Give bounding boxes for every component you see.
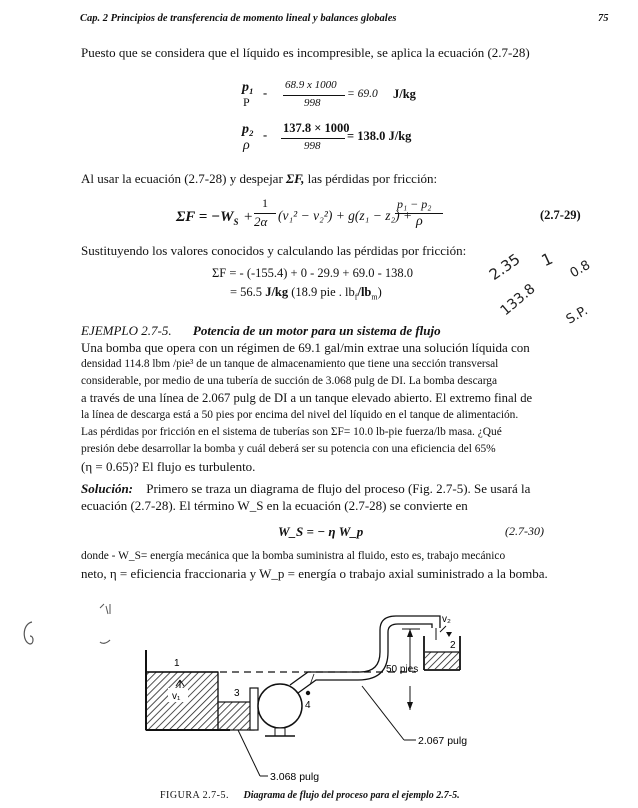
label-point-2: 2 bbox=[450, 640, 456, 651]
eq1-unit: J/kg bbox=[393, 87, 416, 101]
label-height: 50 pies bbox=[386, 664, 419, 675]
discharge-pipe bbox=[290, 616, 440, 695]
example-line-2: densidad 114.8 lbm /pie³ de un tanque de almacenamiento que tiene una sección transversal bbox=[81, 358, 499, 370]
eq3-lhs: $\Sigma F = -W_S$ bbox=[176, 209, 239, 227]
handwritten-note-4: 133.8 bbox=[497, 280, 539, 320]
eq1-den: 998 bbox=[304, 97, 321, 109]
equation-2-7-30: W_S = − η W_p bbox=[278, 524, 364, 539]
eq4-line2: = 56.5 J/kg (18.9 pie . $lb_f/lb_m$) bbox=[230, 285, 382, 302]
label-point-3: 3 bbox=[234, 688, 240, 699]
eq2-result: = 138.0 J/kg bbox=[347, 129, 412, 143]
page-number: 75 bbox=[598, 13, 609, 24]
eq2-den: 998 bbox=[304, 140, 321, 152]
pump bbox=[250, 684, 302, 736]
solution-line-1: Solución: Primero se traza un diagrama de flujo del proceso (Fig. 2.7-5). Se usará la bbox=[81, 481, 531, 496]
figure-caption: FIGURA 2.7-5. Diagrama de flujo del proceso para el ejemplo 2.7-5. bbox=[160, 790, 460, 801]
label-v1: v₁ bbox=[172, 691, 181, 702]
margin-scribble bbox=[10, 600, 140, 660]
paragraph-where-line-1: donde - W_S= energía mecánica que la bomba suministra al fluido, esto es, trabajo mecánico bbox=[81, 550, 506, 562]
example-line-8: (η = 0.65)? El flujo es turbulento. bbox=[81, 459, 256, 474]
eq2-op: - bbox=[263, 128, 268, 142]
solution-line-2: ecuación (2.7-28). El término W_S en la ecuación (2.7-28) se convierte en bbox=[81, 498, 468, 513]
label-suction-diameter: 3.068 pulg bbox=[270, 771, 320, 783]
eq3-velocity-terms: (v₁² − v₂²) + g(z₁ − z₂) + bbox=[278, 208, 413, 223]
handwritten-note-1: 2.35 bbox=[485, 250, 524, 284]
example-heading: EJEMPLO 2.7-5. Potencia de un motor para un sistema de flujo bbox=[81, 323, 441, 338]
eq2-lhs-den: ρ bbox=[243, 138, 250, 153]
eq1-num: 68.9 x 1000 bbox=[285, 79, 337, 91]
eq4-line1: ΣF = - (-155.4) + 0 - 29.9 + 69.0 - 138.0 bbox=[212, 266, 413, 280]
example-line-6: Las pérdidas por fricción en el sistema de tuberías son ΣF= 10.0 lb-pie fuerza/lb masa. ¿Qué bbox=[81, 426, 502, 438]
eq1-op: - bbox=[263, 86, 268, 100]
label-v2: v₂ bbox=[442, 614, 451, 625]
eq1-result: = 69.0 bbox=[347, 88, 378, 100]
flow-diagram bbox=[140, 610, 500, 790]
eq3-frac1-num: 1 bbox=[262, 196, 268, 210]
label-discharge-diameter: 2.067 pulg bbox=[418, 735, 468, 747]
example-line-5: la línea de descarga está a 50 pies por encima del nivel del líquido en el tanque de alimentación. bbox=[81, 409, 519, 421]
running-header: Cap. 2 Principios de transferencia de momento lineal y balances globales bbox=[80, 13, 397, 24]
eq3-plus: + bbox=[244, 209, 253, 225]
handwritten-note-2: 1 bbox=[538, 248, 556, 271]
eq2-lhs-num: p₂ bbox=[242, 122, 254, 137]
suction-pipe bbox=[218, 702, 254, 730]
handwritten-note-5: S.P. bbox=[563, 303, 591, 328]
eq3-frac2-num: p₁ − p₂ bbox=[397, 197, 432, 211]
example-line-3: considerable, por medio de una tubería de succión de 3.068 pulg de DI. La bomba descarga bbox=[81, 375, 498, 387]
example-line-1: Una bomba que opera con un régimen de 69.1 gal/min extrae una solución líquida con bbox=[81, 340, 530, 355]
eq3-frac1-den: 2α bbox=[254, 214, 268, 229]
example-line-4: a través de una línea de 2.067 pulg de DI a un tanque elevado abierto. El extremo final de bbox=[81, 391, 533, 405]
example-line-7: presión debe desarrollar la bomba y cuál deberá ser su potencia con una eficiencia del 65% bbox=[81, 443, 496, 455]
paragraph-substituting: Sustituyendo los valores conocidos y calculando las pérdidas por fricción: bbox=[81, 243, 467, 258]
paragraph-where-line-2: neto, η = eficiencia fraccionaria y W_p = energía o trabajo axial suministrado a la bomba. bbox=[81, 566, 548, 581]
eq3-frac2-den: ρ bbox=[416, 214, 423, 229]
handwritten-note-3: 0.8 bbox=[567, 257, 594, 282]
eq3-number: (2.7-29) bbox=[540, 208, 581, 222]
paragraph-solve-friction: Al usar la ecuación (2.7-28) y despejar ΣF, las pérdidas por fricción: bbox=[81, 171, 438, 186]
eq2-num: 137.8 × 1000 bbox=[283, 121, 350, 135]
label-point-1: 1 bbox=[174, 658, 180, 669]
eq1-lhs-num: p₁ bbox=[242, 80, 254, 95]
eq1-lhs-den: P bbox=[243, 95, 250, 109]
label-point-4: 4 bbox=[305, 700, 311, 711]
paragraph-intro: Puesto que se considera que el líquido es incompresible, se aplica la ecuación (2.7-28) bbox=[81, 45, 530, 60]
eq5-number: (2.7-30) bbox=[505, 524, 544, 538]
